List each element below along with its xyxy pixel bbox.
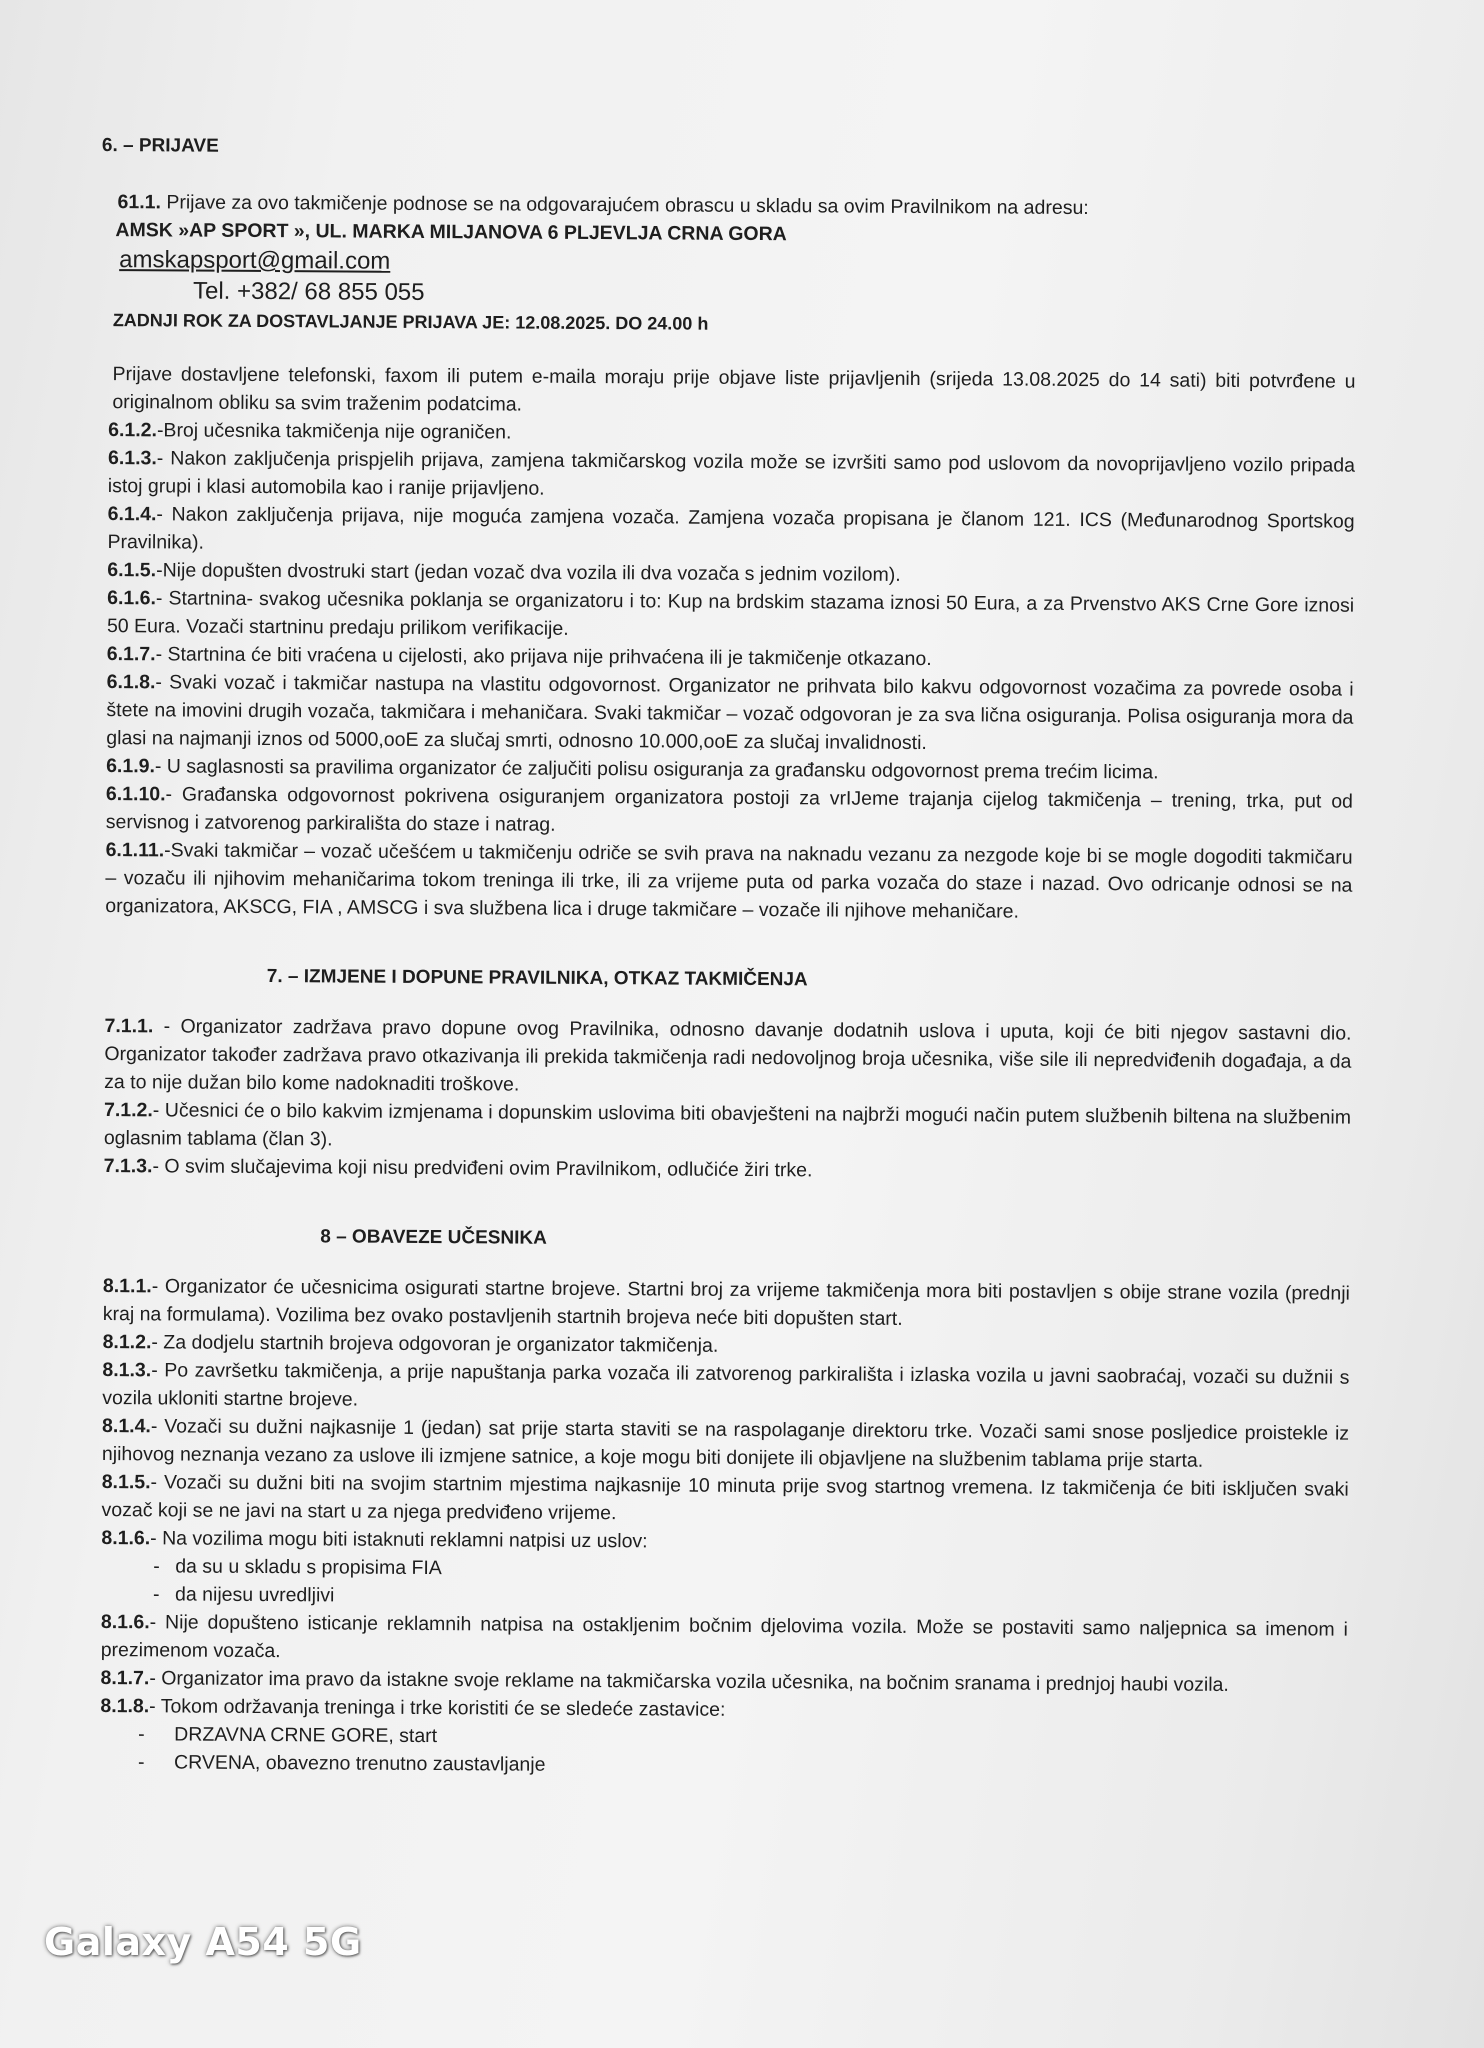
clause-number: 6.1.4.: [107, 503, 157, 526]
list-item-text: da su u skladu s propisima FIA: [175, 1555, 442, 1580]
dash-marker: -: [153, 1583, 160, 1606]
clause-text: - Vozači su dužni najkasnije 1 (jedan) sat prije starta staviti se na raspolaganje direktoru trke. Vozači sami snose posljedice proistekle iz njihovog neznanja vezano za uslove ili izmjene satnice, a koje mogu biti donijete ili objavljene na službenim tablama prije starta.: [101, 1415, 1350, 1472]
clause-text: - Organizator zadržava pravo dopune ovog Pravilnika, odnosno davanje dodatnih uslova i uputa, koji će biti njegov sastavni dio. Organizator također zadržava pravo otkazivanja ili prekida takmičenja radi nedovoljnog broja učesnika, više sile ili nepredviđenih događaja, a da za to nije dužan bilo kome nadoknaditi troškove.: [104, 1015, 1352, 1096]
clause-text: - Za dodjelu startnih brojeva odgovoran je organizator takmičenja.: [151, 1331, 719, 1357]
deadline-notice: ZADNJI ROK ZA DOSTAVLJANJE PRIJAVA JE: 12.08.2025. DO 24.00 h: [112, 310, 709, 334]
clause-number: 8.1.5.: [101, 1471, 151, 1494]
dash-marker: -: [137, 1751, 145, 1774]
camera-watermark: Galaxy A54 5G: [44, 1920, 362, 1964]
clause-number: 6.1.8.: [106, 671, 156, 694]
clause-number: 7.1.1.: [104, 1015, 154, 1038]
paragraph-8-1-4: [102, 1412, 1349, 1476]
clause-text: - O svim slučajevima koji nisu predviđeni ovim Pravilnikom, odlučiće žiri trke.: [152, 1155, 813, 1182]
clause-text: - Nakon zaključenja prijava, nije moguća zamjena vozača. Zamjena vozača propisana je članom 121. ICS (Međunarodnog Sportskog Pravilnika).: [107, 503, 1355, 554]
clause-number: 8.1.3.: [102, 1359, 152, 1382]
section-title: 8 – OBAVEZE UČESNIKA: [320, 1226, 547, 1249]
list-item-text: da nijesu uvredljivi: [175, 1583, 335, 1607]
clause-number: 8.1.1.: [102, 1275, 152, 1298]
clause-text: - Organizator će učesnicima osigurati startne brojeve. Startni broj za vrijeme takmičenja mora biti postavljen s obije strane vozila (prednji kraj na formulama). Vozilima bez ovako postavljenih startnih brojeva neće biti dopušten start.: [102, 1275, 1350, 1330]
list-item: [138, 1748, 1347, 1783]
paragraph-6-1-8: [106, 668, 1353, 760]
section-izmjene: [96, 962, 1352, 1188]
clause-number: 8.1.2.: [102, 1331, 152, 1354]
clause-number: 8.1.8.: [100, 1695, 150, 1718]
clause-number: 6.1.10.: [105, 783, 166, 806]
paragraph-8-1-6-b: [101, 1608, 1348, 1672]
paragraph-6-1-3: [108, 444, 1355, 508]
clause-text: - Građanska odgovornost pokrivena osiguranjem organizatora postoji za vrIJeme trajanja cijelog takmičenja – trening, trka, put od servisnog i zatvorenog parkirališta do staze i natrag.: [105, 783, 1353, 836]
clause-number: 8.1.7.: [100, 1667, 150, 1690]
clause-number: 7.1.2.: [103, 1099, 153, 1122]
clause-text: - Nakon zaključenja prispjelih prijava, zamjena takmičarskog vozila može se izvršiti samo pod uslovom da novoprijavljeno vozilo pripada istoj grupi i klasi automobila kao i ranije prijavljeno.: [107, 447, 1356, 500]
clause-text: -Broj učesnika takmičenja nije ograničen.: [156, 419, 512, 444]
clause-number: 7.1.3.: [103, 1155, 153, 1178]
clause-text: - Vozači su dužni biti na svojim startnim mjestima najkasnije 10 minuta prije svog startnog vremena. Iz takmičenja će biti isključen svaki vozač koji se ne javi na start u za njega predviđeno vrijeme.: [101, 1471, 1349, 1525]
section-obaveze: [92, 1222, 1350, 1784]
paragraph-6-1-4: [107, 500, 1354, 564]
clause-text: - U saglasnosti sa pravilima organizator će zaljučiti polisu osiguranja za građansku odgovornost prema trećim licima.: [154, 755, 1159, 784]
organizer-email: amskapsport@gmail.com: [119, 246, 391, 275]
list-item-text: DRZAVNA CRNE GORE, start: [174, 1723, 438, 1748]
list-item-text: CRVENA, obavezno trenutno zaustavljanje: [173, 1751, 546, 1776]
paragraph-6-1-11: [105, 836, 1352, 928]
clause-text: -Svaki takmičar – vozač učešćem u takmičenju odriče se svih prava na naknadu vezanu za nezgode koje bi se mogle dogoditi takmičaru – vozaču ili njihovim mehaničarima tokom treninga ili trke, ili za vrijeme puta od parka vozača do staze i nazad. Ovo odricanje odnosi se na organizatora, AKSCG, FIA , AMSCG i sva službena lica i druge takmičare – vozače ili njihove mehaničare.: [105, 839, 1353, 923]
clause-text: - Nije dopušteno isticanje reklamnih natpisa na ostakljenim bočnim djelovima vozila. Može se postaviti samo naljepnica sa imenom i prezimenom vozača.: [100, 1611, 1348, 1663]
clause-number: 6.1.7.: [106, 643, 156, 666]
clause-text: - Učesnici će o bilo kakvim izmjenama i dopunskim uslovima biti obavješteni na najbrži mogući način putem službenih biltena na službenim oglasnim tablama (član 3).: [103, 1099, 1352, 1151]
clause-number: 6.1.6.: [107, 587, 157, 610]
clause-number: 6.1.9.: [106, 755, 155, 778]
organizer-address: AMSK »AP SPORT », UL. MARKA MILJANOVA 6 PLJEVLJA CRNA GORA: [115, 219, 787, 246]
section-title: 6. – PRIJAVE: [101, 134, 219, 157]
paragraph-6-1-6: [107, 584, 1354, 648]
section-title: 7. – IZMJENE I DOPUNE PRAVILNIKA, OTKAZ TAKMIČENJA: [266, 966, 808, 991]
clause-text: - Na vozilima mogu biti istaknuti reklamni natpisi uz uslov:: [150, 1527, 648, 1553]
paragraph-confirmation-note: Prijave dostavljene telefonski, faxom ili putem e-maila moraju prije objave liste prijavljenih (srijeda 13.08.2025 do 14 sati) biti potvrđene u originalnom obliku sa svim traženim podatcima.: [112, 363, 1356, 416]
clause-number: 61.1.: [117, 191, 162, 214]
clause-text: -Nije dopušten dvostruki start (jedan vozač dva vozila ili dva vozača s jednim vozilom).: [156, 559, 901, 586]
paragraph-7-1-2: [104, 1096, 1351, 1160]
paragraph-8-1-3: [102, 1356, 1349, 1420]
clause-number: 8.1.6.: [101, 1527, 151, 1550]
paragraph-8-1-5: [101, 1468, 1348, 1532]
paragraph-7-1-1: [104, 1012, 1351, 1104]
paragraph-8-1-1: [103, 1272, 1350, 1336]
clause-number: 6.1.2.: [108, 419, 158, 442]
organizer-phone: Tel. +382/ 68 855 055: [192, 277, 425, 306]
dash-marker: -: [138, 1723, 145, 1746]
section-prijave: [97, 132, 1357, 928]
clause-text: Prijave za ovo takmičenje podnose se na odgovarajućem obrascu u skladu sa ovim Pravilnikom na adresu:: [160, 191, 1089, 220]
clause-number: 8.1.6.: [100, 1611, 150, 1634]
clause-text: - Tokom održavanja treninga i trke koristiti će se sledeće zastavice:: [149, 1695, 726, 1721]
clause-number: 6.1.3.: [107, 447, 157, 470]
clause-text: - Startnina će biti vraćena u cijelosti, ako prijava nije prihvaćena ili je takmičenje otkazano.: [155, 643, 932, 671]
clause-number: 8.1.4.: [102, 1415, 151, 1438]
document-body: [92, 132, 1357, 1784]
clause-number: 6.1.11.: [105, 839, 165, 862]
clause-text: - Organizator ima pravo da istakne svoje reklame na takmičarska vozila učesnika, na bočnim sranama i prednjoj haubi vozila.: [149, 1667, 1229, 1696]
clause-text: - Po završetku takmičenja, a prije napuštanja parka vozača ili zatvorenog parkirališta i izlaska vozila u javni saobraćaj, vozači su dužnii s vozila ukloniti startne brojeve.: [102, 1359, 1350, 1411]
clause-number: 6.1.5.: [107, 559, 157, 582]
paragraph-6-1-10: [106, 780, 1353, 844]
clause-text: - Svaki vozač i takmičar nastupa na vlastitu odgovornost. Organizator ne prihvata bilo kakvu odgovornost vozačima za povrede osoba i štete na imovini drugih vozača, takmičara i mehaničara. Svaki takmičar – vozač odgovoran je za sva lična osiguranja. Polisa osiguranja mora da glasi na najmanji iznos od 5000,ooE za slučaj smrti, odnosno 10.000,ooE za slučaj invalidnosti.: [106, 671, 1354, 755]
clause-text: - Startnina- svakog učesnika poklanja se organizatoru i to: Kup na brdskim stazama iznosi 50 Eura, a za Prvenstvo AKS Crne Gore iznosi 50 Eura. Vozači startninu predaju prilikom verifikacije.: [106, 587, 1355, 640]
dash-marker: -: [153, 1555, 160, 1578]
